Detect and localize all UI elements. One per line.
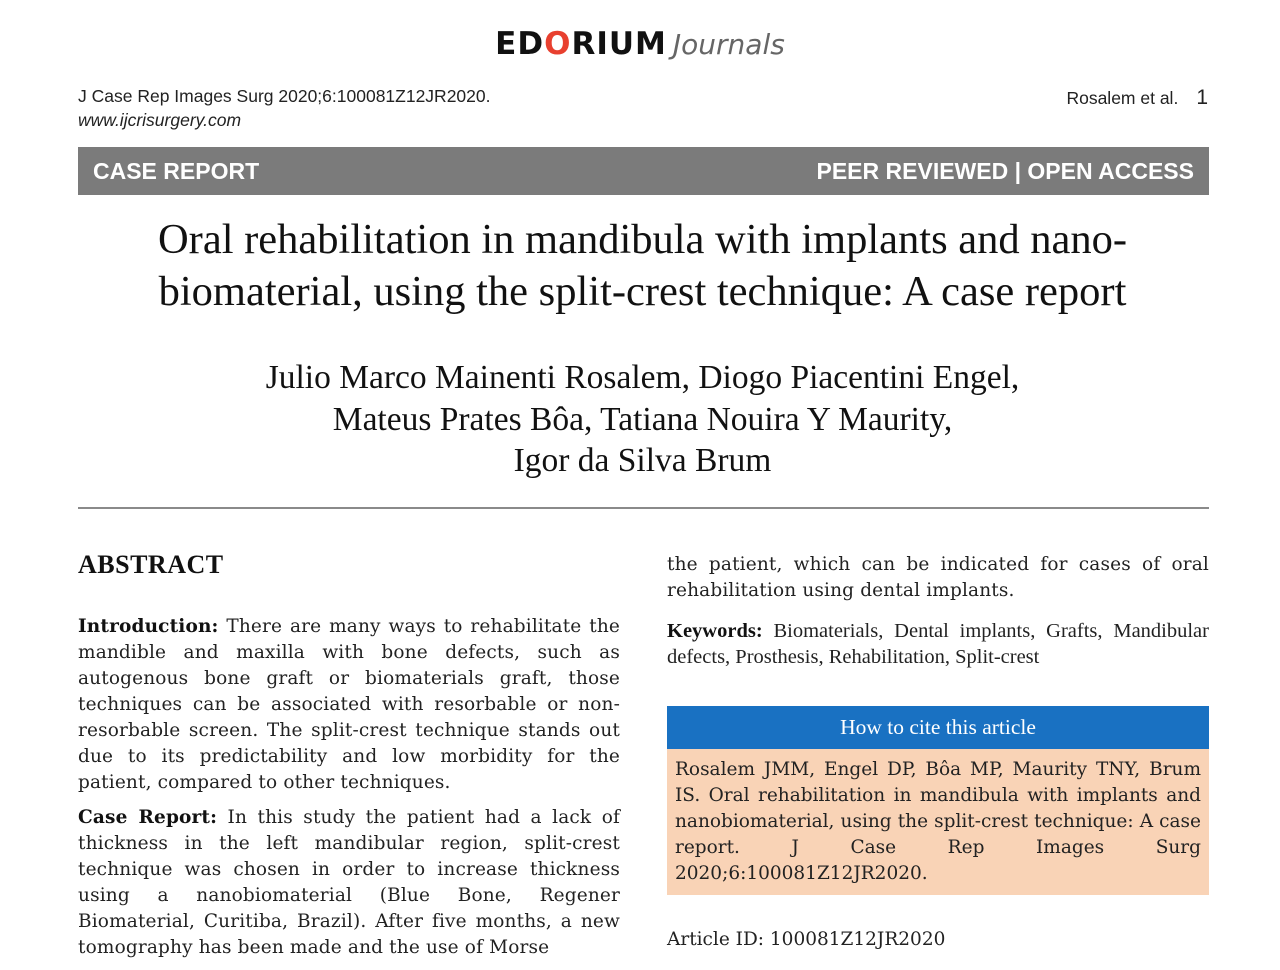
abstract-case-report <box>78 805 620 961</box>
abstract-left-column <box>78 550 620 970</box>
how-to-cite-box <box>667 706 1209 895</box>
keywords <box>667 618 1209 670</box>
keywords-text: Biomaterials, Dental implants, Grafts, Mandibular defects, Prosthesis, Rehabilitation, Split-crest <box>667 620 1209 668</box>
abstract-introduction <box>78 614 620 796</box>
article-id: Article ID: 100081Z12JR2020 <box>667 929 946 950</box>
section-divider <box>78 507 1209 509</box>
authors-line-3: Igor da Silva Brum <box>513 442 772 479</box>
running-header <box>1066 86 1208 110</box>
abstract-right-column <box>667 552 1209 670</box>
abstract-continuation: the patient, which can be indicated for cases of oral rehabilitation using dental implants. <box>667 554 1209 601</box>
running-authors: Rosalem et al. <box>1066 88 1179 108</box>
title-line-2: biomaterial, using the split-crest technique: A case report <box>158 268 1127 315</box>
authors-line-2: Mateus Prates Bôa, Tatiana Nouira Y Maurity, <box>332 400 953 438</box>
abstract-heading: ABSTRACT <box>78 550 224 579</box>
introduction-label: Introduction: <box>78 616 219 637</box>
title-line-1: Oral rehabilitation in mandibula with implants and nano- <box>157 216 1127 263</box>
article-title <box>80 214 1205 318</box>
journal-url[interactable]: www.ijcrisurgery.com <box>78 110 242 130</box>
introduction-text: There are many ways to rehabilitate the mandible and maxilla with bone defects, such as autogenous bone graft or biomaterials graft, those techniques can be associated with resorbable or non-resorbable screen. The split-crest technique stands out due to its predictability and low morbidity for the patient, compared to other techniques. <box>78 616 620 793</box>
article-type-label: CASE REPORT <box>93 157 260 184</box>
case-report-label: Case Report: <box>78 807 218 828</box>
keywords-label: Keywords: <box>667 620 763 642</box>
article-type-banner <box>78 147 1209 195</box>
page-number: 1 <box>1196 86 1208 109</box>
authors-line-1: Julio Marco Mainenti Rosalem, Diogo Piacentini Engel, <box>265 359 1020 396</box>
author-list <box>80 357 1205 482</box>
publisher-journals-label: Journals <box>672 28 785 61</box>
how-to-cite-text: Rosalem JMM, Engel DP, Bôa MP, Maurity TNY, Brum IS. Oral rehabilitation in mandibula with implants and nanobiomaterial, using the split-crest technique: A case report. J Case Rep Images Surg 2020;6:100081Z12JR2020. <box>667 749 1209 895</box>
review-access-label: PEER REVIEWED | OPEN ACCESS <box>816 157 1194 184</box>
publisher-brand: EDORIUM <box>495 26 667 62</box>
publisher-logo <box>0 26 1280 62</box>
how-to-cite-heading: How to cite this article <box>667 706 1209 749</box>
journal-citation: J Case Rep Images Surg 2020;6:100081Z12JR2020. <box>78 86 491 106</box>
case-report-text: In this study the patient had a lack of thickness in the left mandibular region, split-crest technique was chosen in order to increase thickness using a nanobiomaterial (Blue Bone, Regener Biomaterial, Curitiba, Brazil). After five months, a new tomography has been made and the use of Morse <box>78 807 620 958</box>
journal-citation-block <box>78 84 491 132</box>
